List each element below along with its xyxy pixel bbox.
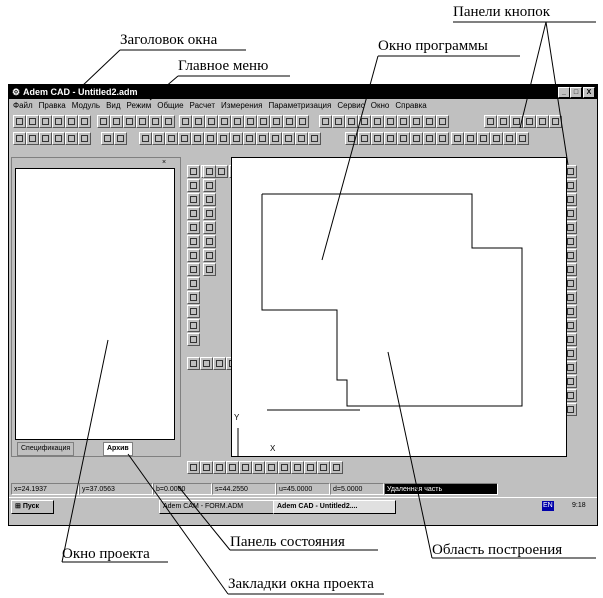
menu-service[interactable]: Сервис — [337, 101, 365, 110]
status-x: x=24.1937 — [11, 483, 79, 495]
project-window-close-icon[interactable]: × — [162, 159, 167, 166]
windows-logo-icon: ⊞ — [15, 503, 21, 510]
menu-measurements[interactable]: Измерения — [220, 101, 263, 110]
callout-program-window: Окно программы — [378, 38, 488, 54]
maximize-button[interactable]: □ — [570, 87, 582, 98]
callout-drawing-area: Область построения — [432, 542, 563, 558]
callout-button-panels: Панели кнопок — [453, 4, 551, 20]
task-adem-cad-label: Adem CAD - Untitled2.... — [277, 503, 358, 510]
menu-window[interactable]: Окно — [370, 101, 390, 110]
minimize-button[interactable]: _ — [558, 87, 570, 98]
start-label: Пуск — [22, 503, 39, 510]
tab-specification-label: Спецификация — [21, 445, 71, 452]
menu-view[interactable]: Вид — [106, 101, 121, 110]
app-logo-icon: ⚙ — [12, 87, 21, 97]
menu-edit[interactable]: Правка — [38, 101, 66, 110]
menu-file[interactable]: Файл — [13, 101, 33, 110]
close-button[interactable]: X — [583, 87, 595, 98]
tab-archive-label: Архив — [107, 445, 129, 452]
language-indicator[interactable]: EN — [543, 502, 553, 509]
callout-main-menu: Главное меню — [178, 58, 269, 74]
callout-window-title: Заголовок окна — [120, 32, 218, 48]
menu-parametrization[interactable]: Параметризация — [268, 101, 332, 110]
task-adem-cam-label: Adem CAM - FORM.ADM — [163, 503, 244, 510]
status-d: d=5.0000 — [330, 483, 384, 495]
axis-x-label: X — [270, 444, 276, 453]
clock: 9:18 — [572, 502, 586, 509]
status-b: b=0.0000 — [153, 483, 212, 495]
status-u: u=45.0000 — [276, 483, 330, 495]
status-s: s=44.2550 — [212, 483, 276, 495]
status-y: y=37.0563 — [79, 483, 153, 495]
menu-calculation[interactable]: Расчет — [189, 101, 215, 110]
menu-help[interactable]: Справка — [395, 101, 427, 110]
callout-project-tabs: Закладки окна проекта — [228, 576, 374, 592]
menu-general[interactable]: Общие — [157, 101, 184, 110]
callout-status-panel: Панель состояния — [230, 534, 345, 550]
status-mode: Удаленная часть — [384, 483, 498, 495]
callout-project-window: Окно проекта — [62, 546, 150, 562]
window-title: Adem CAD - Untitled2.adm — [23, 87, 138, 97]
axis-y-label: Y — [234, 413, 240, 422]
menu-module[interactable]: Модуль — [71, 101, 101, 110]
menu-mode[interactable]: Режим — [126, 101, 152, 110]
